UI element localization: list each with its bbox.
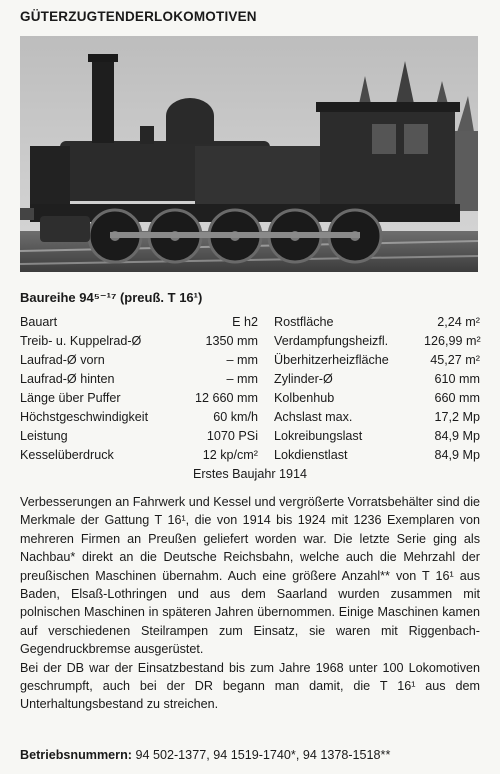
operating-numbers xyxy=(20,748,390,762)
spec-value: 17,2 Mp xyxy=(434,410,480,424)
spec-row xyxy=(20,313,480,332)
operating-numbers-label: Betriebsnummern: xyxy=(20,748,132,762)
spec-row xyxy=(20,351,480,370)
description-text xyxy=(20,493,480,714)
spec-value: 660 mm xyxy=(434,391,480,405)
spec-row xyxy=(20,370,480,389)
description-paragraph: Verbesserungen an Fahrwerk und Kessel und vergrößerte Vorratsbehälter sind die Merkmale der Gattung T 16¹, die von 1914 bis 1924 mit 1236 Exemplaren von mehreren Firmen an Preußen geliefert worden war. Die letzte Serie ging als Nachbau* direkt an die Deutsche Reichsbahn, welche auch die Mehrzahl der preußischen Maschinen übernahm. Auch eine größere Anzahl** von T 16¹ aus Baden, Elsaß-Lothringen und aus dem Saarland wurden zusammen mit polnischen Maschinen in späteren Jahren übernommen. Einige Maschinen kamen auf verschiedenen Steilrampen zum Einsatz, sie waren mit Riggenbach-Gegendruckbremse ausgerüstet. xyxy=(20,495,480,657)
spec-label: Überhitzerheizfläche xyxy=(274,353,389,367)
spec-value: 84,9 Mp xyxy=(434,429,480,443)
spec-label: Zylinder-Ø xyxy=(274,372,333,386)
operating-numbers-value: 94 502-1377, 94 1519-1740*, 94 1378-1518** xyxy=(135,748,391,762)
description-paragraph: Bei der DB war der Einsatzbestand bis zum Jahre 1968 unter 100 Lokomotiven geschrumpft, auch bei der DR begann man damit, die T 16¹ aus dem Unterhaltungsbestand zu streichen. xyxy=(20,660,480,712)
spec-value: 60 km/h xyxy=(213,410,258,424)
spec-value: 610 mm xyxy=(434,372,480,386)
spec-row xyxy=(20,408,480,427)
spec-label: Rostfläche xyxy=(274,315,334,329)
spec-value: 2,24 m² xyxy=(437,315,480,329)
spec-label: Achslast max. xyxy=(274,410,353,424)
spec-label: Bauart xyxy=(20,315,58,329)
spec-value: 12 660 mm xyxy=(195,391,258,405)
spec-label: Lokreibungslast xyxy=(274,429,363,443)
spec-row xyxy=(20,446,480,465)
spec-value: – mm xyxy=(226,353,258,367)
spec-row xyxy=(20,332,480,351)
class-title: Baureihe 94⁵⁻¹⁷ (preuß. T 16¹) xyxy=(20,290,203,305)
spec-label: Kesselüberdruck xyxy=(20,448,114,462)
spec-label: Verdampfungsheizfl. xyxy=(274,334,389,348)
first-build-year: Erstes Baujahr 1914 xyxy=(192,467,308,481)
spec-label: Treib- u. Kuppelrad-Ø xyxy=(20,334,142,348)
spec-label: Kolbenhub xyxy=(274,391,335,405)
spec-value: – mm xyxy=(226,372,258,386)
spec-value: 1350 mm xyxy=(205,334,258,348)
spec-label: Laufrad-Ø vorn xyxy=(20,353,105,367)
spec-label: Lokdienstlast xyxy=(274,448,348,462)
spec-row xyxy=(20,427,480,446)
spec-label: Höchstgeschwindigkeit xyxy=(20,410,149,424)
spec-label: Länge über Puffer xyxy=(20,391,121,405)
spec-value: 1070 PSi xyxy=(206,429,258,443)
steam-locomotive-photo xyxy=(20,36,478,272)
spec-value: 126,99 m² xyxy=(424,334,481,348)
spec-row xyxy=(20,389,480,408)
spec-table xyxy=(20,313,480,465)
spec-value: 84,9 Mp xyxy=(434,448,480,462)
spec-value: 12 kp/cm² xyxy=(202,448,258,462)
page-header: GÜTERZUGTENDERLOKOMOTIVEN xyxy=(20,9,257,24)
spec-label: Laufrad-Ø hinten xyxy=(20,372,115,386)
spec-value: E h2 xyxy=(232,315,258,329)
spec-value: 45,27 m² xyxy=(430,353,480,367)
spec-label: Leistung xyxy=(20,429,68,443)
